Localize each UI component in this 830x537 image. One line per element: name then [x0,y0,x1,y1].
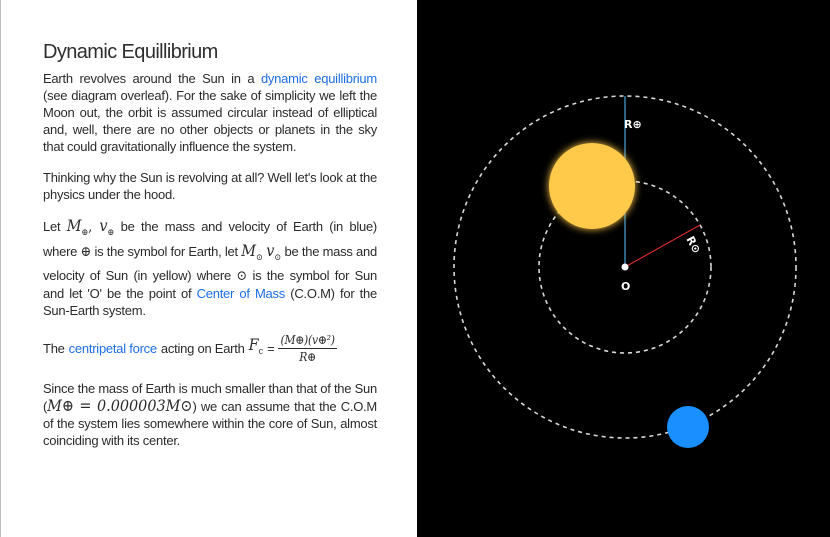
center-of-mass-point [622,264,629,271]
earth-symbol: ⊕ [80,244,92,261]
text: acting on Earth [160,341,245,357]
orbit-diagram-panel [417,0,830,537]
sun-mass-symbol: $M_⊙$ [241,241,263,264]
equals-sign: = [267,341,275,357]
text: Let [43,219,67,234]
force-fraction [278,333,336,364]
text: Since the mass of Earth is much smaller than that of the Sun ( [43,381,378,415]
fraction-numerator: (M⊕)(v⊕²) [280,333,335,348]
orbit-diagram [417,0,830,537]
earth-mass-symbol: $M_\oplus$ [66,216,89,239]
text: is the symbol for Earth, let [91,244,242,260]
force-symbol: $F_c$ [248,335,264,358]
fraction-denominator: R⊕ [299,350,316,365]
paragraph-question: Thinking why the Sun is revolving at all? Well let's look at the physics under the hood. [43,170,377,202]
sun-radius-label: R⊙ [683,234,704,256]
text: be the mass and velocity of Sun (in yellow) where [43,244,377,284]
centripetal-force-line [43,333,377,364]
paragraph-definitions [43,217,377,319]
center-of-mass-link[interactable]: Center of Mass [196,286,286,302]
text: is the symbol for Sun and let 'O' be the point of [43,268,377,302]
text: (C.O.M) for the Sun-Earth system. [43,286,377,319]
origin-label: O [621,280,631,293]
text: (see diagram overleaf). For the sake of simplicity we left the Moon out, the orbit is assumed circular instead of elliptical and, well, there are no other objects or planets in the sky that could gravitationally influence the system. [43,88,377,154]
earth-body [667,406,709,448]
page-title: Dynamic Equillibrium [43,41,218,63]
dynamic-equilibrium-link[interactable]: dynamic equillibrium [260,71,377,86]
mass-ratio-formula: M⊕ = 0.000003M⊙ [47,396,193,416]
paragraph-intro [43,70,377,155]
earth-radius-label: R⊕ [624,118,642,131]
sun-symbol: ⊙ [236,268,247,285]
paragraph-mass-ratio [43,380,377,449]
earth-velocity-symbol: $v_\oplus$ [99,216,115,239]
comma: , [88,219,100,235]
text: be the mass and velocity of Earth (in blue) where [43,219,378,260]
centripetal-force-link[interactable]: centripetal force [68,341,157,357]
sun-body [549,143,635,229]
text: ) we can assume that the C.O.M of the system lies somewhere within the core of Sun, almost coinciding with its center. [43,399,377,449]
text: The [43,341,65,357]
text: Earth revolves around the Sun in a [43,71,261,86]
article [43,40,377,463]
sun-velocity-symbol: $v_⊙$ [266,241,282,264]
